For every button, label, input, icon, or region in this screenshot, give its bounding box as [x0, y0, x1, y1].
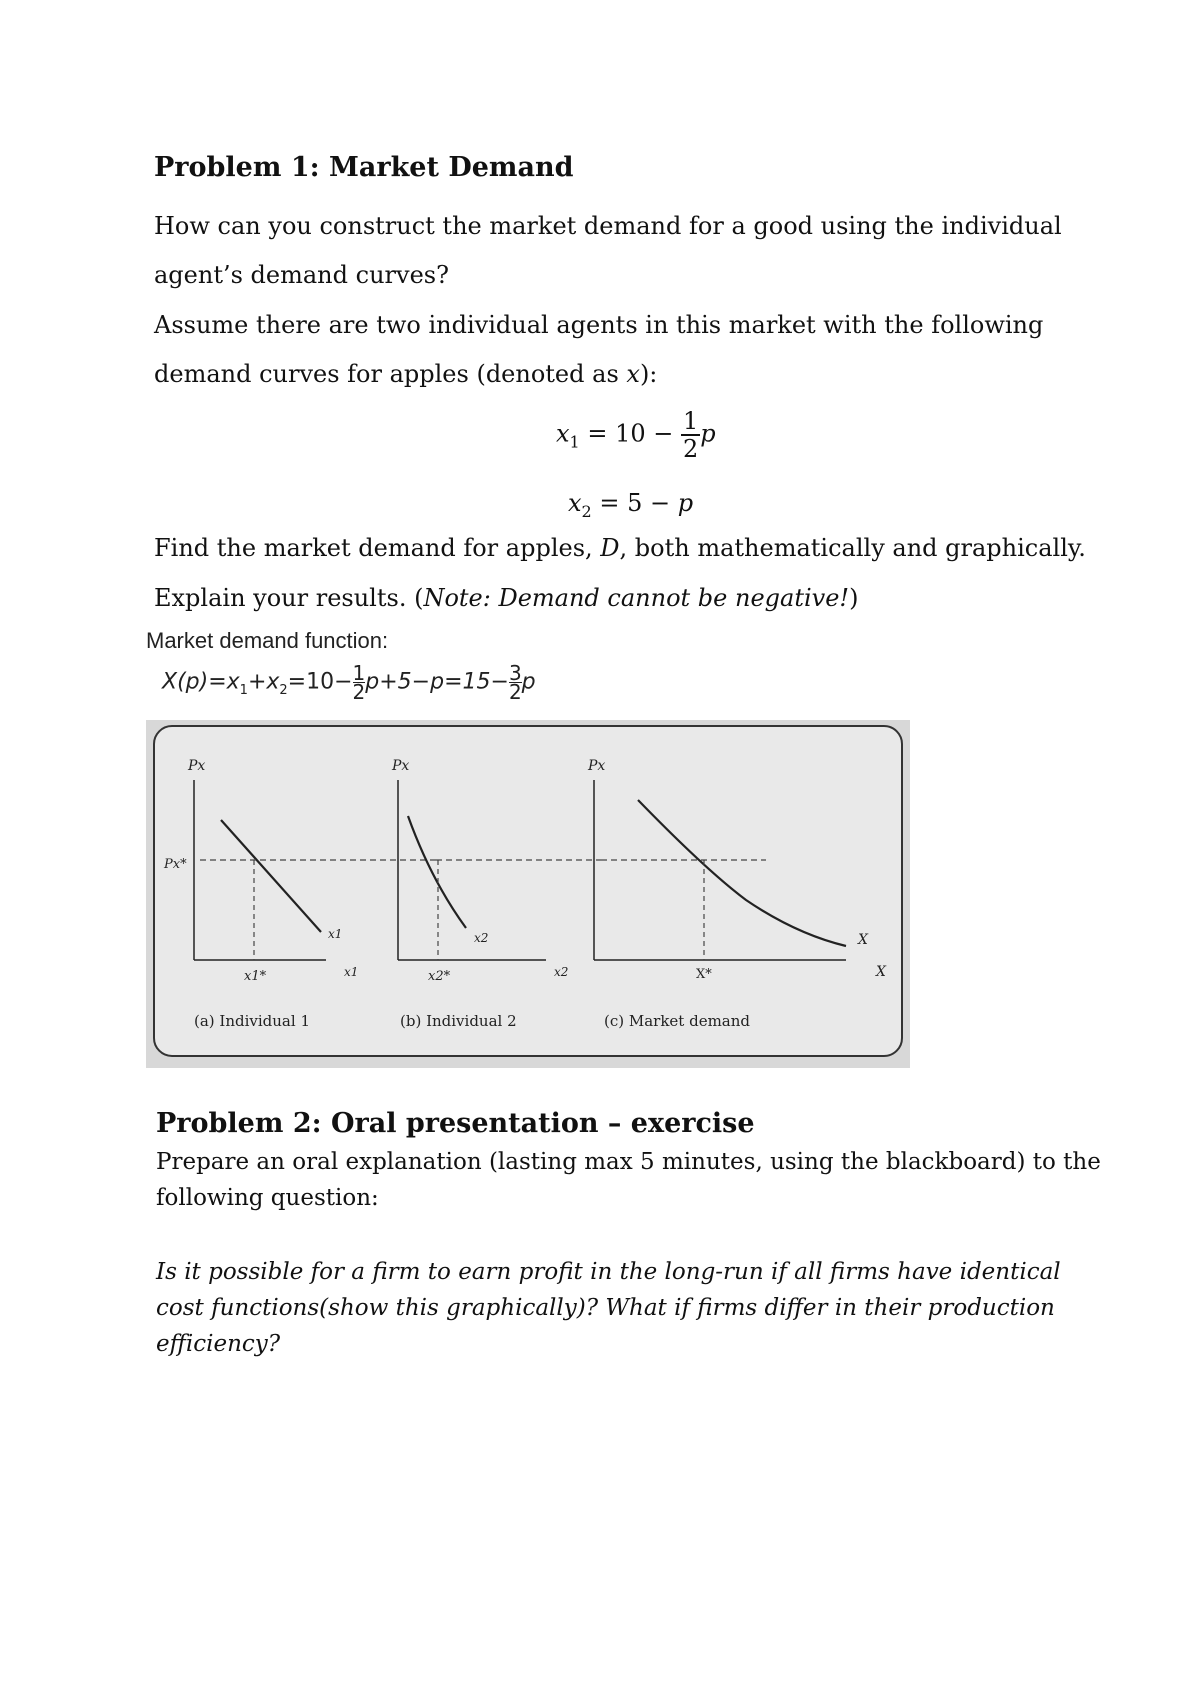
- problem2-question-line2: cost functions(show this graphically)? What if firms differ in their production: [156, 1295, 1055, 1321]
- problem2-question-line1: Is it possible for a firm to earn profit in the long-run if all firms have identical: [156, 1259, 1061, 1285]
- panel-b-caption: (b) Individual 2: [400, 1012, 517, 1030]
- problem1-explain-line: Explain your results. (Note: Demand cannot be negative!): [154, 584, 859, 612]
- problem1-title: Problem 1: Market Demand: [154, 152, 574, 183]
- panel-c-star: X*: [696, 967, 712, 982]
- answer-label: Market demand function:: [146, 628, 389, 653]
- panel-c-yaxis-label: Px: [588, 758, 606, 774]
- problem1-assume-line1: Assume there are two individual agents in this market with the following: [154, 311, 1044, 339]
- problem1-question-line1: How can you construct the market demand for a good using the individual: [154, 212, 1062, 240]
- price-star-label: Px*: [164, 857, 187, 872]
- panel-a-axis-label: x1: [344, 965, 359, 979]
- panel-b-axis-label: x2: [554, 965, 569, 979]
- problem2-line2: following question:: [156, 1185, 379, 1211]
- panel-a-yaxis-label: Px: [188, 758, 206, 774]
- problem1-assume-line2: demand curves for apples (denoted as x):: [154, 360, 658, 388]
- answer-equation: $X(p)=x_1+x_2=10-$ $\frac{1}{2}$ p+5−p=15− $\frac{3}{2}$ p: [162, 661, 536, 704]
- equation-x1: $x_1 = 10$ − $\frac{1}{2}$ p: [556, 407, 716, 463]
- problem1-find-line: Find the market demand for apples, D, both mathematically and graphically.: [154, 534, 1086, 562]
- problem2-line1: Prepare an oral explanation (lasting max 5 minutes, using the blackboard) to the: [156, 1149, 1101, 1175]
- panel-b-curve-label: x2: [474, 931, 489, 945]
- panel-c-axis-label: X: [876, 964, 886, 980]
- demand-figure: [146, 720, 910, 1068]
- demand-figure-svg: [146, 720, 910, 1068]
- panel-c-curve-label: X: [858, 932, 868, 948]
- panel-a-caption: (a) Individual 1: [194, 1012, 310, 1030]
- problem2-question-line3: efficiency?: [156, 1331, 281, 1357]
- panel-a-star: x1*: [244, 969, 267, 984]
- panel-a-curve-label: x1: [328, 927, 343, 941]
- panel-b-star: x2*: [428, 969, 451, 984]
- problem2-title: Problem 2: Oral presentation – exercise: [156, 1108, 755, 1139]
- problem1-question-line2: agent’s demand curves?: [154, 261, 449, 289]
- panel-c-caption: (c) Market demand: [604, 1012, 751, 1030]
- equation-x2: $x_2 = 5 - p$: [568, 489, 694, 521]
- panel-b-yaxis-label: Px: [392, 758, 410, 774]
